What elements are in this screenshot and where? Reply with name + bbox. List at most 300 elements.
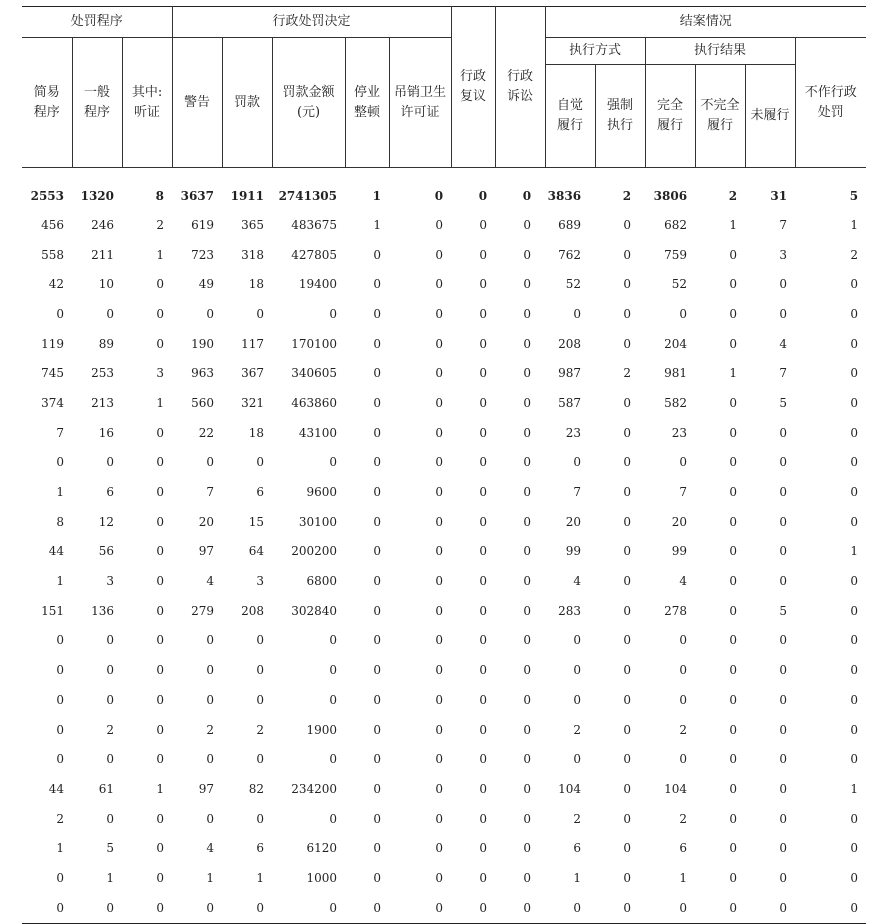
table-row <box>22 744 866 774</box>
table-cell: 0 <box>156 455 165 470</box>
table-cell: 0 <box>623 663 632 678</box>
table-row <box>22 418 866 448</box>
table-cell: 1 <box>156 247 165 262</box>
table-cell: 7 <box>56 425 64 440</box>
table-cell: 0 <box>435 306 444 321</box>
table-cell: 0 <box>523 514 532 529</box>
table-cell: 3836 <box>547 189 582 203</box>
table-cell: 0 <box>56 455 64 470</box>
table-cell: 0 <box>373 544 382 559</box>
table-cell: 2 <box>679 811 688 826</box>
table-cell: 0 <box>623 306 632 321</box>
table-cell: 0 <box>850 663 859 678</box>
table-cell: 0 <box>679 633 688 648</box>
table-cell: 0 <box>522 189 532 203</box>
table-cell: 44 <box>48 781 64 796</box>
table-cell: 0 <box>729 752 738 767</box>
table-cell: 5 <box>106 841 114 856</box>
table-cell: 0 <box>850 574 859 589</box>
table-cell: 0 <box>623 574 632 589</box>
table-cell: 762 <box>558 247 582 262</box>
table-cell: 0 <box>156 544 165 559</box>
table-cell: 23 <box>671 425 688 440</box>
table-cell: 0 <box>623 811 632 826</box>
table-cell: 0 <box>850 841 859 856</box>
table-cell: 0 <box>850 692 859 707</box>
table-cell: 279 <box>191 603 215 618</box>
table-cell: 0 <box>56 722 64 737</box>
table-row <box>22 626 866 656</box>
table-cell: 340605 <box>291 366 338 381</box>
table-cell: 0 <box>435 752 444 767</box>
table-cell: 0 <box>478 189 488 203</box>
table-cell: 10 <box>98 277 114 292</box>
table-cell: 0 <box>573 752 582 767</box>
table-cell: 0 <box>329 811 338 826</box>
table-cell: 0 <box>623 781 632 796</box>
table-cell: 0 <box>850 336 859 351</box>
table-cell: 211 <box>91 247 114 262</box>
table-cell: 49 <box>198 277 215 292</box>
table-cell: 0 <box>373 811 382 826</box>
table-cell: 0 <box>479 633 488 648</box>
header-exec-method: 执行方式 <box>545 38 645 65</box>
table-cell: 0 <box>156 603 165 618</box>
table-cell: 0 <box>523 781 532 796</box>
table-row <box>22 833 866 863</box>
table-cell: 0 <box>373 336 382 351</box>
table-cell: 7 <box>206 485 215 500</box>
header-simple-procedure: 简易 程序 <box>22 38 72 168</box>
table-cell: 208 <box>241 603 265 618</box>
table-cell: 16 <box>98 425 114 440</box>
table-cell: 3806 <box>653 189 688 203</box>
table-cell: 1 <box>206 870 215 885</box>
table-cell: 689 <box>558 217 582 232</box>
table-cell: 0 <box>256 900 265 915</box>
table-cell: 0 <box>435 247 444 262</box>
table-cell: 0 <box>729 395 738 410</box>
table-cell: 0 <box>679 752 688 767</box>
header-procedure-group: 处罚程序 <box>22 7 172 38</box>
table-cell: 0 <box>850 633 859 648</box>
table-row <box>22 804 866 834</box>
table-cell: 0 <box>106 455 114 470</box>
table-cell: 0 <box>156 752 165 767</box>
table-cell: 0 <box>435 603 444 618</box>
table-cell: 0 <box>373 277 382 292</box>
table-cell: 0 <box>623 514 632 529</box>
table-cell: 0 <box>779 692 788 707</box>
table-cell: 0 <box>623 544 632 559</box>
table-cell: 4 <box>679 574 688 589</box>
table-cell: 0 <box>206 900 215 915</box>
table-cell: 0 <box>479 425 488 440</box>
table-cell: 0 <box>623 752 632 767</box>
table-cell: 0 <box>623 603 632 618</box>
table-cell: 0 <box>479 247 488 262</box>
table-cell: 0 <box>623 870 632 885</box>
table-cell: 0 <box>106 811 114 826</box>
table-cell: 0 <box>435 455 444 470</box>
table-cell: 2 <box>728 189 738 203</box>
table-cell: 0 <box>256 455 265 470</box>
table-cell: 2 <box>622 189 632 203</box>
table-cell: 1 <box>850 781 859 796</box>
table-cell: 0 <box>256 306 265 321</box>
table-cell: 0 <box>779 900 788 915</box>
table-cell: 3 <box>156 366 165 381</box>
table-cell: 0 <box>523 870 532 885</box>
table-cell: 0 <box>434 189 444 203</box>
table-cell: 0 <box>850 277 859 292</box>
table-row <box>22 893 866 923</box>
header-fine: 罚款 <box>222 38 272 168</box>
table-cell: 0 <box>56 752 64 767</box>
table-cell: 9600 <box>306 485 338 500</box>
table-cell: 0 <box>479 841 488 856</box>
table-cell: 0 <box>523 336 532 351</box>
table-cell: 0 <box>573 633 582 648</box>
table-cell: 0 <box>623 336 632 351</box>
table-cell: 0 <box>156 574 165 589</box>
table-cell: 64 <box>248 544 265 559</box>
table-cell: 0 <box>523 544 532 559</box>
table-cell: 0 <box>523 663 532 678</box>
table-cell: 0 <box>850 395 859 410</box>
table-cell: 0 <box>329 692 338 707</box>
table-cell: 246 <box>91 217 114 232</box>
table-cell: 0 <box>373 395 382 410</box>
table-cell: 0 <box>729 692 738 707</box>
table-cell: 0 <box>479 752 488 767</box>
table-cell: 0 <box>373 900 382 915</box>
table-cell: 0 <box>435 217 444 232</box>
table-cell: 587 <box>558 395 582 410</box>
table-cell: 0 <box>523 900 532 915</box>
table-cell: 0 <box>573 455 582 470</box>
table-cell: 6120 <box>306 841 338 856</box>
table-cell: 0 <box>435 514 444 529</box>
table-cell: 0 <box>206 663 215 678</box>
table-cell: 0 <box>623 277 632 292</box>
table-cell: 2 <box>206 722 215 737</box>
header-hearing: 其中: 听证 <box>122 38 172 168</box>
table-cell: 15 <box>248 514 265 529</box>
table-cell: 1 <box>729 366 738 381</box>
table-cell: 0 <box>523 247 532 262</box>
table-cell: 0 <box>623 722 632 737</box>
table-cell: 18 <box>248 425 265 440</box>
table-cell: 170100 <box>291 336 338 351</box>
table-cell: 0 <box>435 366 444 381</box>
table-cell: 0 <box>779 781 788 796</box>
table-row <box>22 448 866 478</box>
table-cell: 759 <box>664 247 688 262</box>
table-cell: 99 <box>565 544 582 559</box>
table-cell: 0 <box>373 425 382 440</box>
table-cell: 723 <box>191 247 215 262</box>
table-row-total <box>22 168 866 211</box>
table-cell: 0 <box>779 841 788 856</box>
header-warning: 警告 <box>172 38 222 168</box>
table-cell: 0 <box>729 603 738 618</box>
table-cell: 0 <box>729 544 738 559</box>
table-row <box>22 655 866 685</box>
table-cell: 0 <box>479 900 488 915</box>
table-cell: 1 <box>106 870 114 885</box>
table-cell: 0 <box>850 811 859 826</box>
table-cell: 0 <box>156 692 165 707</box>
header-reconsideration: 行政 复议 <box>451 7 495 168</box>
table-cell: 4 <box>206 841 215 856</box>
table-cell: 20 <box>565 514 582 529</box>
table-cell: 981 <box>664 366 688 381</box>
table-cell: 0 <box>479 306 488 321</box>
table-cell: 0 <box>850 722 859 737</box>
table-cell: 0 <box>479 544 488 559</box>
table-cell: 0 <box>156 485 165 500</box>
table-cell: 2741305 <box>278 189 338 203</box>
table-cell: 7 <box>679 485 688 500</box>
table-cell: 0 <box>156 841 165 856</box>
table-cell: 0 <box>523 277 532 292</box>
table-cell: 1 <box>56 574 64 589</box>
table-cell: 6 <box>106 485 114 500</box>
table-cell: 0 <box>850 425 859 440</box>
table-cell: 0 <box>435 781 444 796</box>
table-cell: 0 <box>623 247 632 262</box>
table-cell: 0 <box>623 692 632 707</box>
table-cell: 0 <box>523 841 532 856</box>
table-cell: 2 <box>256 722 265 737</box>
table-cell: 2 <box>573 722 582 737</box>
header-no-penalty: 不作行政 处罚 <box>795 38 866 168</box>
table-cell: 1 <box>573 870 582 885</box>
table-cell: 6800 <box>306 574 338 589</box>
table-cell: 0 <box>106 692 114 707</box>
table-cell: 3 <box>779 247 788 262</box>
table-cell: 1000 <box>306 870 338 885</box>
table-cell: 0 <box>623 455 632 470</box>
table-cell: 2 <box>56 811 64 826</box>
table-cell: 367 <box>241 366 265 381</box>
table-cell: 0 <box>573 692 582 707</box>
table-cell: 97 <box>198 544 215 559</box>
table-cell: 0 <box>435 485 444 500</box>
table-row <box>22 566 866 596</box>
table-cell: 8 <box>155 189 165 203</box>
table-cell: 987 <box>558 366 582 381</box>
table-cell: 18 <box>248 277 265 292</box>
table-cell: 0 <box>729 841 738 856</box>
table-cell: 1 <box>373 217 382 232</box>
table-cell: 1900 <box>306 722 338 737</box>
table-cell: 0 <box>106 306 114 321</box>
table-cell: 0 <box>850 366 859 381</box>
table-cell: 19400 <box>298 277 338 292</box>
table-cell: 0 <box>435 900 444 915</box>
table-cell: 117 <box>241 336 265 351</box>
table-row <box>22 269 866 299</box>
table-cell: 0 <box>623 217 632 232</box>
table-cell: 0 <box>729 306 738 321</box>
table-cell: 43100 <box>298 425 338 440</box>
table-cell: 0 <box>256 811 265 826</box>
header-revoke-license: 吊销卫生 许可证 <box>389 38 451 168</box>
table-cell: 0 <box>779 811 788 826</box>
table-cell: 0 <box>729 514 738 529</box>
table-cell: 0 <box>679 306 688 321</box>
table-cell: 0 <box>435 336 444 351</box>
table-cell: 0 <box>729 247 738 262</box>
table-cell: 682 <box>664 217 688 232</box>
table-cell: 0 <box>373 722 382 737</box>
table-cell: 0 <box>479 366 488 381</box>
table-cell: 619 <box>191 217 215 232</box>
table-cell: 0 <box>435 841 444 856</box>
table-cell: 0 <box>206 752 215 767</box>
table-cell: 0 <box>479 514 488 529</box>
table-cell: 0 <box>56 900 64 915</box>
table-body <box>22 168 866 924</box>
table-row <box>22 507 866 537</box>
header-voluntary: 自觉 履行 <box>545 65 595 168</box>
table-cell: 463860 <box>291 395 338 410</box>
header-closing-group: 结案情况 <box>545 7 866 38</box>
table-cell: 5 <box>849 189 859 203</box>
table-cell: 1 <box>256 870 265 885</box>
table-cell: 0 <box>479 455 488 470</box>
table-cell: 0 <box>623 395 632 410</box>
table-cell: 42 <box>48 277 64 292</box>
table-cell: 0 <box>623 485 632 500</box>
table-cell: 99 <box>671 544 688 559</box>
table-cell: 0 <box>729 870 738 885</box>
table-cell: 0 <box>156 811 165 826</box>
table-cell: 4 <box>573 574 582 589</box>
table-cell: 0 <box>850 455 859 470</box>
table-cell: 0 <box>373 663 382 678</box>
table-cell: 0 <box>729 781 738 796</box>
table-cell: 0 <box>156 306 165 321</box>
table-cell: 0 <box>329 900 338 915</box>
table-cell: 0 <box>106 633 114 648</box>
table-cell: 1 <box>156 781 165 796</box>
table-cell: 0 <box>435 425 444 440</box>
table-cell: 1 <box>850 544 859 559</box>
table-cell: 0 <box>373 455 382 470</box>
table-cell: 483675 <box>291 217 338 232</box>
table-cell: 0 <box>256 752 265 767</box>
table-cell: 3637 <box>180 189 215 203</box>
table-cell: 200200 <box>291 544 338 559</box>
table-cell: 0 <box>56 633 64 648</box>
table-cell: 0 <box>479 217 488 232</box>
table-cell: 0 <box>729 811 738 826</box>
table-cell: 0 <box>373 692 382 707</box>
table-cell: 8 <box>56 514 64 529</box>
table-cell: 0 <box>373 574 382 589</box>
table-cell: 0 <box>206 306 215 321</box>
table-row <box>22 715 866 745</box>
table-cell: 1 <box>850 217 859 232</box>
table-row <box>22 774 866 804</box>
table-cell: 0 <box>373 485 382 500</box>
table-cell: 0 <box>779 306 788 321</box>
table-cell: 0 <box>373 603 382 618</box>
table-cell: 0 <box>206 811 215 826</box>
table-cell: 0 <box>156 277 165 292</box>
table-cell: 302840 <box>291 603 338 618</box>
penalty-statistics-table <box>22 6 866 924</box>
table-cell: 0 <box>623 841 632 856</box>
table-cell: 0 <box>523 811 532 826</box>
table-cell: 0 <box>479 781 488 796</box>
table-cell: 0 <box>729 336 738 351</box>
table-cell: 7 <box>779 366 788 381</box>
table-cell: 0 <box>206 633 215 648</box>
table-cell: 190 <box>191 336 215 351</box>
table-cell: 1 <box>372 189 382 203</box>
table-cell: 283 <box>558 603 582 618</box>
table-cell: 0 <box>573 663 582 678</box>
table-cell: 2553 <box>30 189 64 203</box>
table-row <box>22 685 866 715</box>
table-cell: 0 <box>623 900 632 915</box>
table-cell: 0 <box>435 870 444 885</box>
table-cell: 0 <box>435 574 444 589</box>
table-cell: 31 <box>770 189 788 203</box>
table-cell: 2 <box>623 366 632 381</box>
table-cell: 6 <box>679 841 688 856</box>
table-row <box>22 299 866 329</box>
table-row <box>22 329 866 359</box>
header-fine-amount: 罚款金额 (元) <box>272 38 345 168</box>
table-cell: 0 <box>373 752 382 767</box>
table-cell: 0 <box>156 514 165 529</box>
table-cell: 0 <box>523 425 532 440</box>
table-cell: 427805 <box>291 247 338 262</box>
table-cell: 0 <box>779 514 788 529</box>
table-cell: 0 <box>435 663 444 678</box>
table-cell: 0 <box>779 277 788 292</box>
table-cell: 0 <box>156 870 165 885</box>
table-cell: 0 <box>156 425 165 440</box>
table-cell: 321 <box>241 395 265 410</box>
table-cell: 20 <box>671 514 688 529</box>
table-cell: 0 <box>779 870 788 885</box>
table-cell: 23 <box>565 425 582 440</box>
table-cell: 0 <box>679 900 688 915</box>
table-cell: 0 <box>435 544 444 559</box>
header-litigation: 行政 诉讼 <box>495 7 545 168</box>
table-cell: 4 <box>779 336 788 351</box>
table-cell: 0 <box>156 633 165 648</box>
table-cell: 0 <box>623 425 632 440</box>
table-cell: 0 <box>850 514 859 529</box>
table-cell: 0 <box>779 574 788 589</box>
table-cell: 1 <box>729 217 738 232</box>
table-cell: 0 <box>523 217 532 232</box>
table-cell: 2 <box>573 811 582 826</box>
table-cell: 0 <box>373 870 382 885</box>
table-cell: 0 <box>523 395 532 410</box>
table-cell: 0 <box>779 722 788 737</box>
table-cell: 0 <box>256 692 265 707</box>
table-row <box>22 477 866 507</box>
table-cell: 0 <box>156 722 165 737</box>
